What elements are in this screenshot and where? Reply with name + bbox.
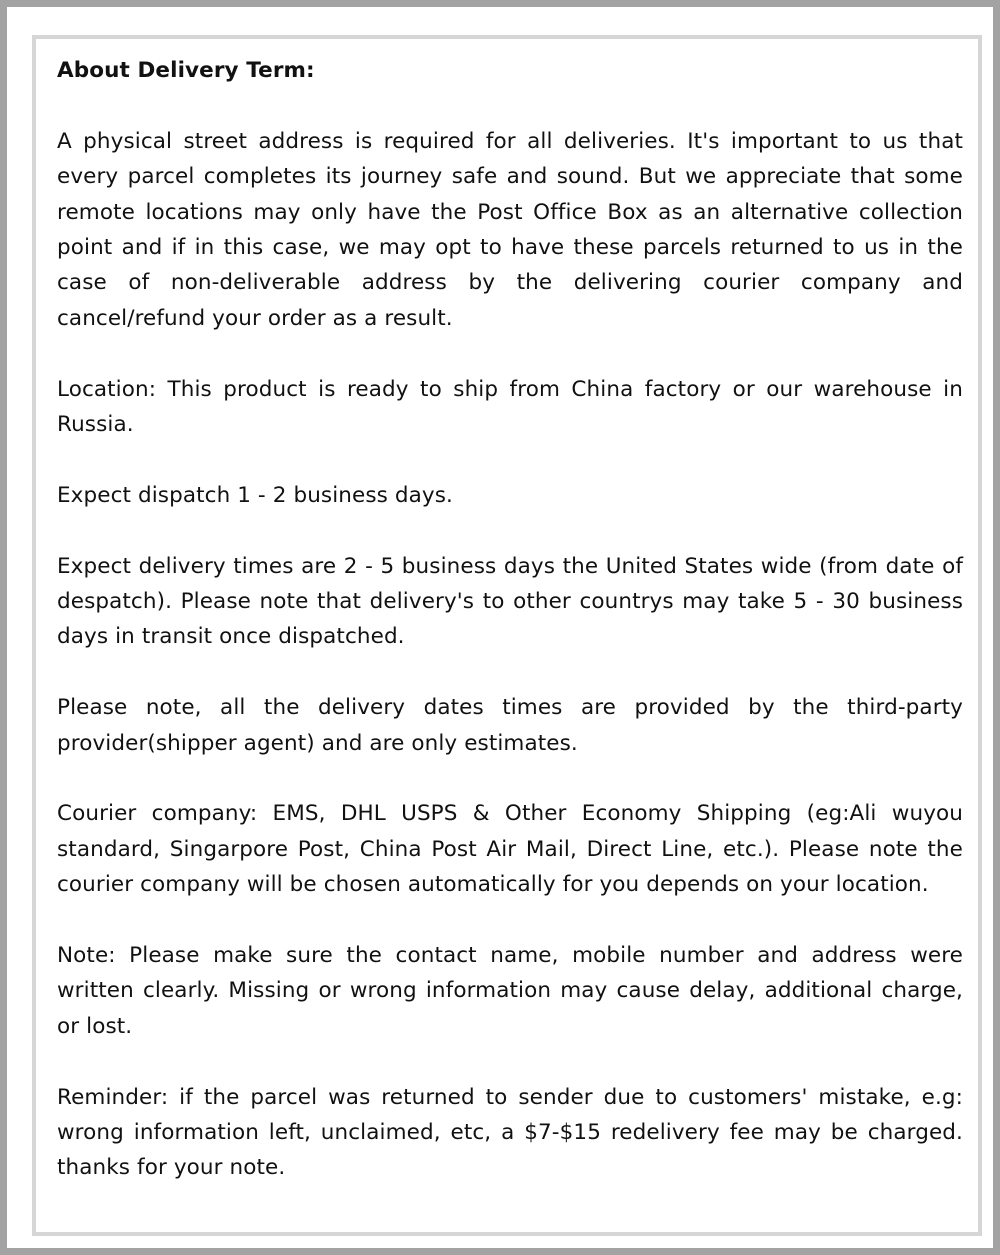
- inner-frame: [32, 35, 982, 1236]
- page-title: About Delivery Term:: [57, 58, 315, 83]
- paragraph-dispatch: Expect dispatch 1 - 2 business days.: [57, 482, 453, 508]
- paragraph-estimates-note: Please note, all the delivery dates times are provided by the third-party provider(shipper agent) and are only estimates.: [57, 695, 963, 756]
- paragraph-reminder: Reminder: if the parcel was returned to sender due to customers' mistake, e.g: wrong information left, unclaimed, etc, a $7-$15 redelivery fee may be charged. thanks for your note.: [57, 1084, 963, 1181]
- paragraph-delivery-times: Expect delivery times are 2 - 5 business days the United States wide (from date of despatch). Please note that delivery's to other countrys may take 5 - 30 business days in transit once dispatched.: [57, 553, 963, 650]
- paragraph-contact-note: Note: Please make sure the contact name, mobile number and address were written clearly. Missing or wrong information may cause delay, additional charge, or lost.: [57, 943, 963, 1039]
- paragraph-courier-company: Courier company: EMS, DHL USPS & Other Economy Shipping (eg:Ali wuyou standard, Singarpore Post, China Post Air Mail, Direct Line, etc.). Please note the courier company will be chosen automatically for you depends on your location.: [57, 801, 963, 898]
- delivery-terms-content: [57, 53, 963, 1186]
- paragraph-location: Location: This product is ready to ship from China factory or our warehouse in Russia.: [57, 376, 963, 438]
- paragraph-address-requirement: A physical street address is required for all deliveries. It's important to us that every parcel completes its journey safe and sound. But we appreciate that some remote locations may only have the Post Office Box as an alternative collection point and if in this case, we may opt to have these parcels returned to us in the case of non-deliverable address by the delivering courier company and cancel/refund your order as a result.: [57, 128, 963, 331]
